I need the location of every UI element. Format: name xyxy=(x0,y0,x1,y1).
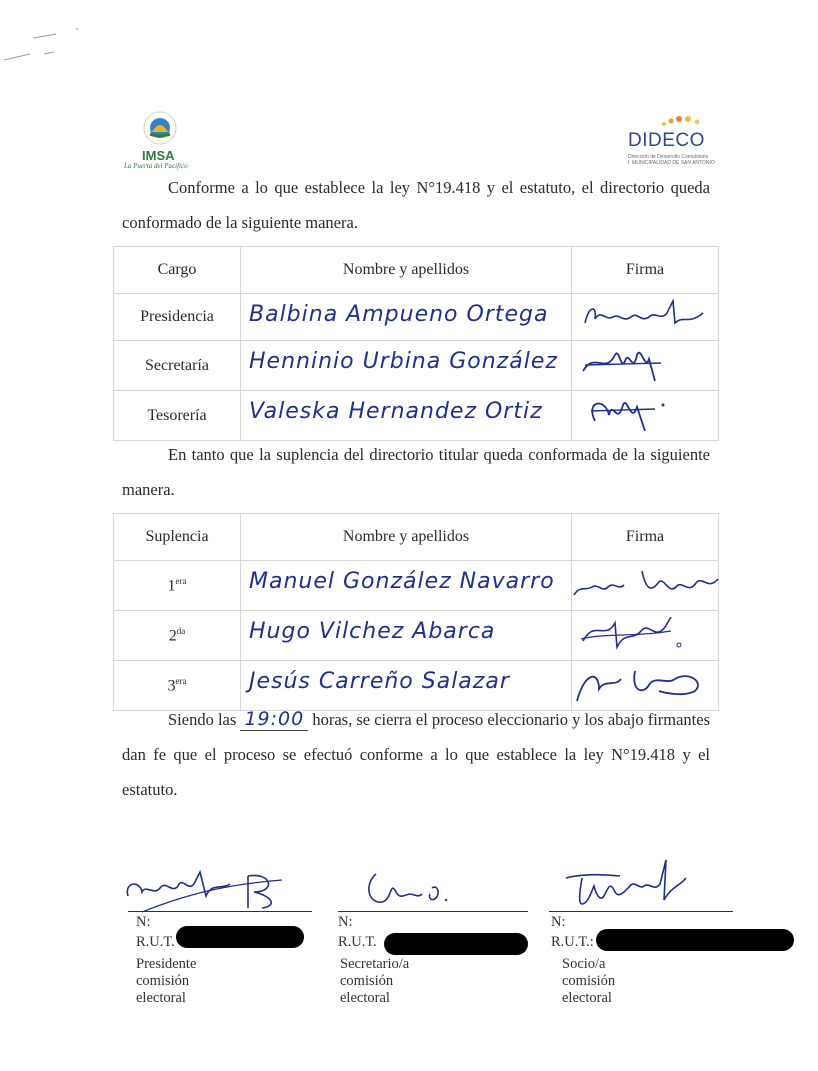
closing-after: horas, se cierra el proceso eleccionario y los abajo firmantes dan fe que el proceso se efectuó conforme a lo que establece la ley N°19.418 y el estatuto. xyxy=(122,710,711,799)
order-number: 1 xyxy=(167,577,176,595)
dideco-logo-sub1: Dirección de Desarrollo Comunitario xyxy=(628,154,709,160)
imsa-logo-name: IMSA xyxy=(142,148,175,163)
table-row xyxy=(114,561,719,611)
board-table-header xyxy=(114,247,719,294)
redaction-bar xyxy=(176,926,304,948)
signature-mark-icon xyxy=(575,295,715,335)
signature-mark-icon xyxy=(575,391,715,435)
signature-mark-icon xyxy=(575,341,715,385)
redaction-bar xyxy=(384,933,528,955)
signature-cell xyxy=(572,611,719,661)
name-label: N: xyxy=(338,914,353,930)
name-label: N: xyxy=(136,914,151,930)
table-row xyxy=(114,611,719,661)
dideco-dots-icon xyxy=(658,114,708,128)
handwritten-name: Jesús Carreño Salazar xyxy=(249,669,510,694)
signature-line xyxy=(128,911,312,912)
dideco-logo xyxy=(628,114,718,164)
signature-mark-icon xyxy=(362,864,462,910)
handwritten-time: 19:00 xyxy=(240,708,308,731)
role-cell: Tesorería xyxy=(114,391,241,441)
signature-role: Socio/a comisión electoral xyxy=(562,956,616,1006)
order-cell xyxy=(114,561,241,611)
header-suplencia: Suplencia xyxy=(114,514,241,561)
board-table xyxy=(113,246,719,441)
name-cell xyxy=(241,391,572,441)
header-nombre: Nombre y apellidos xyxy=(241,247,572,294)
header-firma: Firma xyxy=(572,247,719,294)
table-row xyxy=(114,341,719,391)
handwritten-name: Manuel González Navarro xyxy=(249,569,555,594)
handwritten-name: Balbina Ampueno Ortega xyxy=(249,302,549,327)
order-cell xyxy=(114,611,241,661)
closing-paragraph xyxy=(122,702,710,807)
scan-artifact-icon xyxy=(0,20,90,70)
closing-before: Siendo las xyxy=(168,710,237,729)
substitute-table xyxy=(113,513,719,711)
header-nombre: Nombre y apellidos xyxy=(241,514,572,561)
imsa-emblem-icon xyxy=(122,108,202,148)
table-row xyxy=(114,391,719,441)
name-cell xyxy=(241,294,572,341)
signature-role: Presidente comisión electoral xyxy=(136,956,197,1006)
imsa-logo-tagline: La Puerta del Pacífico xyxy=(124,162,188,170)
redaction-bar xyxy=(596,929,794,951)
header-cargo: Cargo xyxy=(114,247,241,294)
order-number: 3 xyxy=(167,677,176,695)
dideco-logo-name: DIDECO xyxy=(628,130,705,151)
name-cell xyxy=(241,341,572,391)
signature-cell xyxy=(572,391,719,441)
substitute-table-header xyxy=(114,514,719,561)
signature-mark-icon xyxy=(575,661,715,705)
imsa-logo xyxy=(122,108,202,170)
intro-paragraph: Conforme a lo que establece la ley N°19.418 y el estatuto, el directorio queda conformado de la siguiente manera. xyxy=(122,178,710,232)
signature-mark-icon xyxy=(560,856,700,912)
signature-mark-icon xyxy=(575,611,715,655)
rut-label: R.U.T. xyxy=(338,934,377,950)
handwritten-name: Henninio Urbina González xyxy=(249,349,558,374)
order-suffix: era xyxy=(175,675,187,686)
header-firma: Firma xyxy=(572,514,719,561)
signature-cell xyxy=(572,294,719,341)
rut-label: R.U.T. xyxy=(136,934,175,950)
dideco-logo-sub2: I. MUNICIPALIDAD DE SAN ANTONIO xyxy=(628,160,715,166)
name-cell xyxy=(241,611,572,661)
signature-mark-icon xyxy=(122,862,302,918)
substitute-paragraph: En tanto que la suplencia del directorio titular queda conformada de la siguiente manera. xyxy=(122,445,710,499)
rut-label: R.U.T.: xyxy=(551,934,594,950)
handwritten-name: Hugo Vilchez Abarca xyxy=(249,619,496,644)
role-cell: Presidencia xyxy=(114,294,241,341)
role-cell: Secretaría xyxy=(114,341,241,391)
signature-role: Secretario/a comisión electoral xyxy=(340,956,410,1006)
signature-line xyxy=(338,911,528,912)
name-label: N: xyxy=(551,914,566,930)
order-suffix: era xyxy=(175,575,187,586)
signature-line xyxy=(549,911,733,912)
handwritten-name: Valeska Hernandez Ortiz xyxy=(249,399,543,424)
order-number: 2 xyxy=(168,627,177,645)
table-row xyxy=(114,294,719,341)
signature-cell xyxy=(572,341,719,391)
name-cell xyxy=(241,561,572,611)
signature-cell xyxy=(572,561,719,611)
order-suffix: da xyxy=(176,625,186,636)
signature-mark-icon xyxy=(572,561,722,605)
